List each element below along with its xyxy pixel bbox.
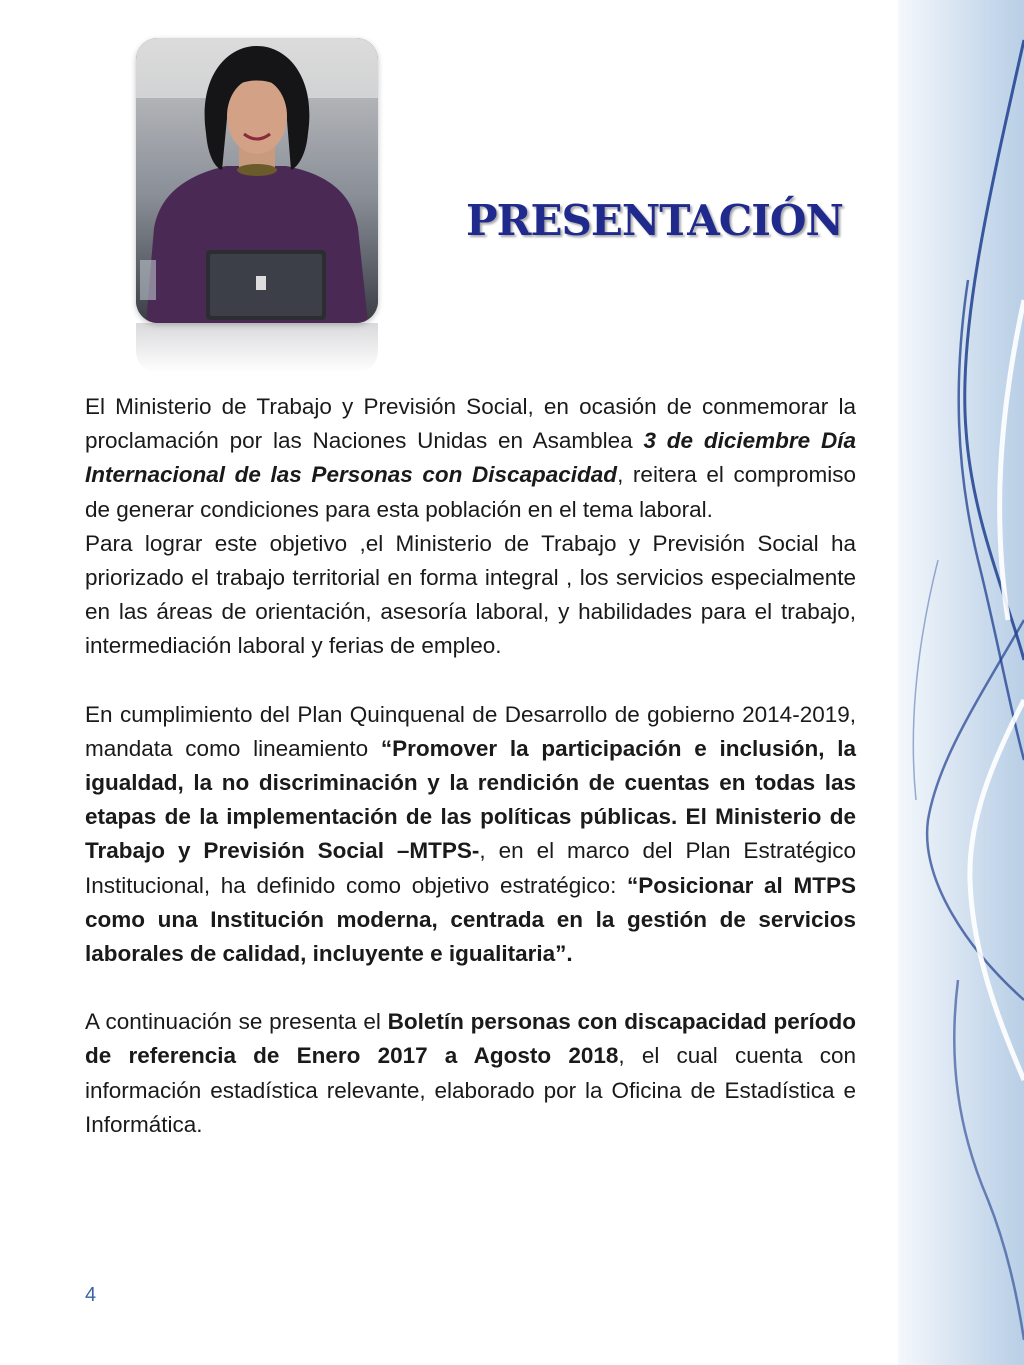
highlight-strategic-objective: “Posicionar al MTPS como una Institución moderna, centrada en la gestión de servicios laborales de calidad, incluyente e igualitaria”. <box>85 872 856 967</box>
paragraph-bulletin: A continuación se presenta el Boletín personas con discapacidad período de referencia de Enero 2017 a Agosto 2018, el cual cuenta con información estadística relevante, elaborado por la Oficina de Estadística e Informática. <box>85 1009 856 1137</box>
paragraph-plan: En cumplimiento del Plan Quinquenal de Desarrollo de gobierno 2014-2019, mandata como lineamiento “Promover la participación e inclusión, la igualdad, la no discriminación y la rendición de cuentas en todas las etapas de la implementación de las políticas públicas. El Ministerio de Trabajo y Previsión Social –MTPS-, en el marco del Plan Estratégico Institucional, ha definido como objetivo estratégico: “Posicionar al MTPS como una Institución moderna, centrada en la gestión de servicios laborales de calidad, incluyente e igualitaria”. <box>85 701 856 967</box>
decorative-side-band <box>898 0 1024 1365</box>
portrait-photo-icon <box>136 38 378 323</box>
highlight-bulletin-title: Boletín personas con discapacidad período de referencia de Enero 2017 a Agosto 2018 <box>85 1009 856 1069</box>
highlight-guideline: “Promover la participación e inclusión, la igualdad, la no discriminación y la rendición de cuentas en todas las etapas de la implementación de las políticas públicas. El Ministerio de Trabajo y Previsión Social –MTPS- <box>85 735 856 864</box>
body-text <box>85 390 856 1142</box>
portrait-photo <box>136 38 378 323</box>
page-title: PRESENTACIÓN <box>466 196 843 245</box>
paragraph-objective: Para lograr este objetivo ,el Ministerio de Trabajo y Previsión Social ha priorizado el trabajo territorial en forma integral , los servicios especialmente en las áreas de orientación, asesoría laboral, y habilidades para el trabajo, intermediación laboral y ferias de empleo. <box>85 530 856 659</box>
highlight-date-phrase: 3 de diciembre Día Internacional de las Personas con Discapacidad <box>85 428 856 488</box>
page-number: 4 <box>85 1284 97 1306</box>
decorative-wave-lines <box>898 0 1024 1365</box>
photo-reflection <box>136 323 378 373</box>
paragraph-intro: El Ministerio de Trabajo y Previsión Social, en ocasión de conmemorar la proclamación por las Naciones Unidas en Asamblea 3 de diciembre Día Internacional de las Personas con Discapacidad, reitera el compromiso de generar condiciones para esta población en el tema laboral. <box>85 394 856 522</box>
